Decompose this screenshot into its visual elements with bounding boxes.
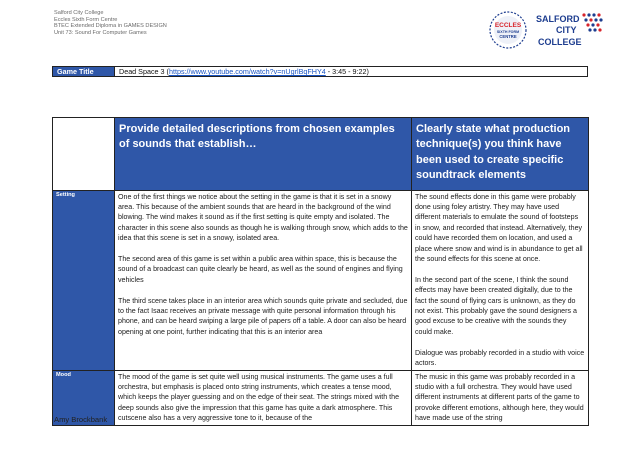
row-label-mood: Mood — [53, 370, 115, 425]
header-blank-cell — [53, 118, 115, 191]
table-header-row — [53, 118, 589, 191]
eccles-logo-line1: ECCLES — [494, 22, 522, 29]
table-row-mood — [53, 370, 589, 425]
game-video-link[interactable]: https://www.youtube.com/watch?v=nUgrlBqFHY4 — [168, 67, 326, 76]
setting-description-para-3: The third scene takes place in an interior area which sounds quite private and secluded, due to the fact Isaac receives an private message with quite personal information through his phone, and can be heard swiping a large pile of papers off a table. A door can also be heard opening at one point, further indicating that this is an interior area — [118, 296, 408, 336]
header-line-course: BTEC Extended Diploma in GAMES DESIGN — [54, 23, 167, 30]
mood-technique-cell — [412, 370, 589, 425]
salford-logo-line1: SALFORD — [536, 14, 580, 24]
setting-technique-cell — [412, 190, 589, 370]
eccles-logo-line2: SIXTH FORM — [496, 30, 520, 34]
salford-logo-line2: CITY — [556, 25, 577, 35]
salford-city-college-logo — [536, 10, 606, 52]
descriptions-column-header: Provide detailed descriptions from chosen examples of sounds that establish… — [115, 118, 412, 191]
game-title-suffix: - 3:45 - 9:22) — [325, 67, 369, 76]
author-footer: Amy Brockbank — [54, 415, 108, 424]
header-line-college: Salford City College — [54, 10, 104, 16]
salford-logo-line3: COLLEGE — [538, 37, 582, 47]
header-line-unit: Unit 73: Sound For Computer Games — [54, 29, 147, 36]
eccles-logo-line3: CENTRE — [499, 34, 517, 39]
row-label-setting: Setting — [53, 190, 115, 370]
setting-description-para-1: One of the first things we notice about the setting in the game is that it is set in a snowy area. This because of the ambient sounds that are heard in the background of the wind blowing. The wind makes it sound as if the first setting is quite empty and isolated. The character in this scene also sounds as though he is walking through snow, which adds to the idea that this scene is set in a snowy, isolated area. — [118, 192, 408, 243]
setting-technique-para-2: In the second part of the scene, I think the sound effects may have been created digitally, due to the fact the sound of flying cars is unknown, as they do not exist. This probably gave the sound designers a good excuse to be creative with the sounds they could make. — [415, 275, 577, 336]
setting-technique-para-1: The sound effects done in this game were probably done using foley artistry. They may have used different materials to emulate the sound of footsteps in snow, and recorded that instead. Alternatively, they could have recorded them on location, and used a place where snow and wind is in abundance to get all the sound effects for this scene at once. — [415, 192, 583, 264]
setting-technique-para-3: Dialogue was probably recorded in a studio with voice actors. — [415, 348, 585, 368]
table-row-setting — [53, 190, 589, 370]
mood-description-cell — [115, 370, 412, 425]
setting-description-para-2: The second area of this game is set within a public area within space, this is because the sound of a broadcast can quite clearly be heard, as well as the sound of engines and flying vehicles — [118, 255, 403, 284]
game-title-bar — [52, 66, 588, 77]
logo-dots-icon — [582, 13, 602, 31]
eccles-sixth-form-logo — [488, 10, 528, 50]
document-header — [54, 10, 167, 36]
techniques-column-header: Clearly state what production technique(s) you think have been used to create specific soundtrack elements — [412, 118, 589, 191]
header-line-centre: Eccles Sixth Form Centre — [54, 16, 118, 23]
setting-description-cell — [115, 190, 412, 370]
mood-technique-para-1: The music in this game was probably recorded in a studio with a full orchestra. They would have used different instruments at different parts of the game to provoke different emotions, although here, they would have made use of the string — [415, 372, 584, 423]
game-title-label: Game Title — [53, 67, 115, 76]
game-title-prefix: Dead Space 3 ( — [119, 67, 169, 76]
analysis-table — [52, 117, 589, 426]
mood-description-para-1: The mood of the game is set quite well using musical instruments. The game uses a full orchestra, but emphasis is placed onto string instruments, which creates a tense mood, which keeps the player guessing and on the edge of their seat. The strings mixed with the deep sounds also give the impression that this game has quite a dark atmosphere. This cutscene also has a very aggressive tone to it, because of the — [118, 372, 400, 423]
game-title-value — [115, 67, 369, 76]
